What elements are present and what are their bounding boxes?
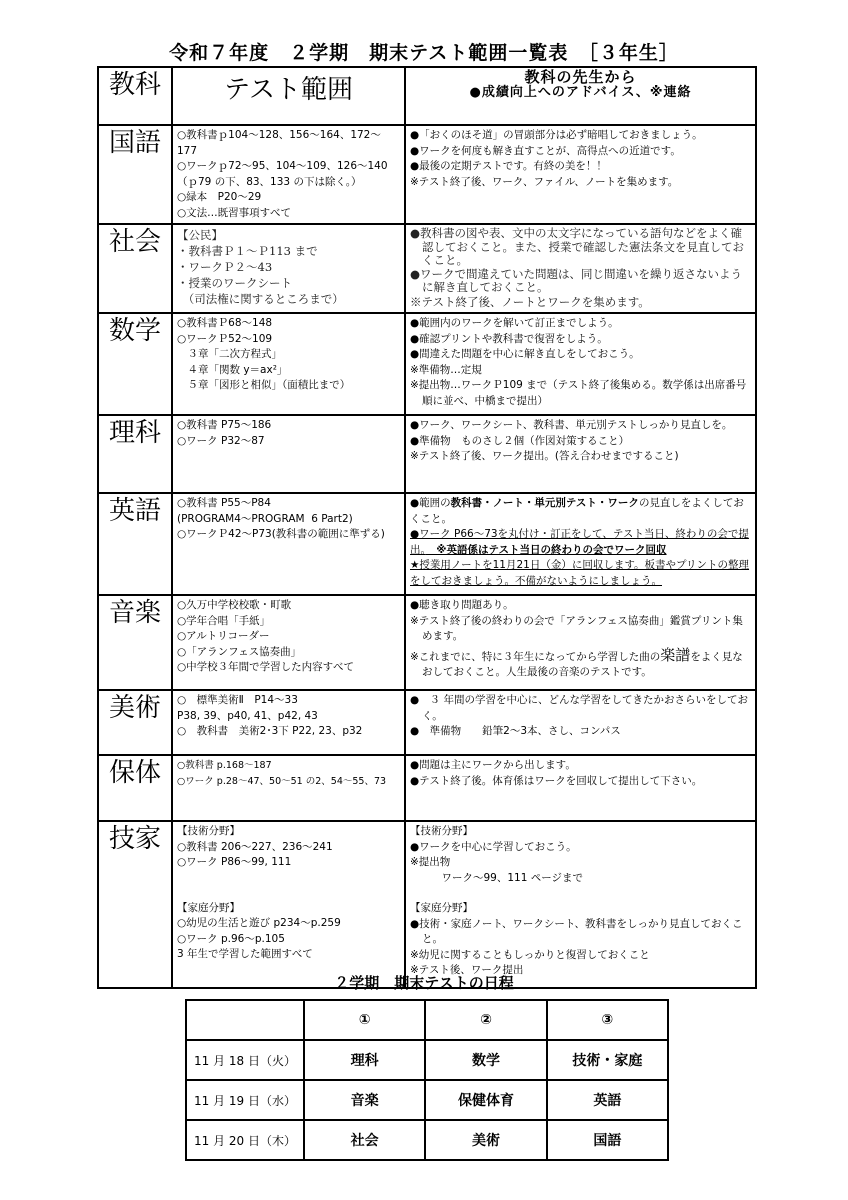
advice-line: ●技術・家庭ノート、ワークシート、教科書をしっかり見直しておくこと。 (410, 917, 743, 945)
page-title: 令和７年度 ２学期 期末テスト範囲一覧表 ［３年生］ (169, 42, 679, 64)
advice-line: ※テスト終了後、ワーク、ファイル、ノートを集めます。 (410, 175, 679, 188)
spacer (177, 886, 400, 901)
advice-line: ●範囲内のワークを解いて訂正までしよう。 (410, 317, 619, 329)
advice-line: ●ワークを何度も解き直すことが、高得点への近道です。 (410, 144, 681, 157)
range-line: ○ワーク p.28～47、50～51 の2、54～55、73 (177, 775, 387, 787)
schedule-table (185, 999, 669, 1161)
advice-text: の見直しをよくしておくこと。 (410, 497, 744, 525)
schedule-subject: 数学 (425, 1040, 546, 1080)
advice-line: ●聴き取り問題あり。 (410, 599, 514, 611)
schedule-subject: 国語 (547, 1120, 668, 1160)
advice-line: ●教科書の図や表、文中の太文字になっている語句などをよく確認しておくこと。また、授業で確認した憲法条文を見直しておくこと。 (410, 226, 744, 267)
advice-cell (405, 313, 756, 415)
range-line: ○アルトリコーダー (177, 630, 270, 642)
advice-line: ●最後の定期テストです。有終の美を！！ (410, 160, 607, 172)
advice-line: 【家庭分野】 (410, 902, 473, 914)
range-cell (172, 755, 405, 821)
range-line: ○ワークＰ42～P73(教科書の範囲に準ずる) (177, 528, 385, 540)
subject-name: 英語 (98, 493, 172, 595)
range-cell (172, 125, 405, 224)
range-line: ○ 教科書 美術2･3下 P22, 23、p32 (177, 725, 363, 737)
range-cell (172, 493, 405, 595)
advice-line: ★授業用ノートを11月21日（金）に回収します。板書やプリントの整理をしておきましょう。不備がないようにしましょう。 (410, 559, 750, 587)
range-line: ・教科書Ｐ１～Ｐ113 まで (177, 244, 318, 258)
advice-line (410, 527, 751, 558)
range-line: ○ワーク P86～99, 111 (177, 856, 292, 868)
range-cell (172, 690, 405, 755)
subject-row-pe (98, 755, 756, 821)
advice-emphasis: 教科書・ノート・単元別テスト・ワーク (450, 497, 639, 509)
subject-name: 音楽 (98, 595, 172, 690)
subject-name: 数学 (98, 313, 172, 415)
schedule-row (186, 1120, 668, 1160)
subject-name: 保体 (98, 755, 172, 821)
advice-line: ※テスト終了後、ワーク提出。(答え合わせまですること) (410, 450, 679, 462)
advice-line: ※提出物 (410, 856, 451, 868)
schedule-subject: 保健体育 (425, 1080, 546, 1120)
advice-line: ●ワーク、ワークシート、教科書、単元別テストしっかり見直しを。 (410, 419, 733, 431)
subject-row-science (98, 415, 756, 493)
range-line: ○教科書 P75～186 (177, 419, 272, 431)
range-line: ５章「図形と相似」（面積比まで） (177, 379, 351, 391)
range-line: ・授業のワークシート (177, 276, 292, 290)
subject-row-music (98, 595, 756, 690)
advice-line: ●確認プリントや教科書で復習をしよう。 (410, 332, 608, 345)
advice-line: ●「おくのほそ道」の冒頭部分は必ず暗唱しておきましょう。 (410, 129, 703, 141)
range-line: 【家庭分野】 (177, 901, 240, 914)
advice-line: ※提出物…ワークＰ109 まで（テスト終了後集める。数学係は出席番号順に並べ、中橋まで提出） (410, 379, 747, 407)
subject-row-math (98, 313, 756, 415)
advice-text: ※これまでに、特に３年生になってから学習した曲の (410, 650, 661, 663)
advice-line: ※テスト後、ワーク提出 (410, 964, 524, 976)
range-line: (PROGRAM4～PROGRAM 6 Part2) (177, 512, 353, 525)
advice-underlined: ●ワーク P66～73を丸付け・訂正をして、テスト当日、終わりの会で提出。 (410, 528, 749, 556)
advice-line: ●間違えた問題を中心に解き直しをしておこう。 (410, 348, 640, 360)
period-2: ② (425, 1000, 546, 1040)
range-line: ○ワークＰ52～109 (177, 332, 273, 345)
range-line: ○中学校３年間で学習した内容すべて (177, 661, 354, 673)
range-line: 【公民】 (177, 228, 223, 242)
range-line: ○ワークｐ72～95、104～109、126～140 (177, 160, 388, 172)
range-line: ○教科書Ｐ68～148 (177, 317, 273, 329)
range-line: ・ワークＰ２～43 (177, 260, 273, 274)
range-line: ○教科書 P55～P84 (177, 497, 271, 509)
advice-cell (405, 415, 756, 493)
advice-line (410, 645, 751, 681)
range-line: ○文法…既習事項すべて (177, 206, 291, 219)
advice-line: ワーク～99、111 ページまで (410, 871, 584, 884)
advice-cell (405, 755, 756, 821)
range-line: 【技術分野】 (177, 825, 240, 837)
range-line: ○学年合唱「手紙」 (177, 614, 271, 627)
subject-name: 理科 (98, 415, 172, 493)
header-advice-title: 教科の先生から (524, 68, 637, 86)
range-line: P38, 39、p40, 41、p42, 43 (177, 709, 318, 722)
advice-emphasis: 楽譜 (660, 645, 691, 664)
subject-name: 国語 (98, 125, 172, 224)
advice-line: ●問題は主にワークから出します。 (410, 759, 576, 771)
range-line: ４章「関数 y＝ax²」 (177, 363, 288, 376)
advice-text: ●範囲の (410, 497, 451, 509)
period-1: ① (304, 1000, 425, 1040)
advice-cell (405, 493, 756, 595)
range-cell (172, 313, 405, 415)
subject-row-tech-home (98, 821, 756, 988)
range-line: ３章「二次方程式」 (177, 348, 282, 360)
schedule-title: ２学期 期末テストの日程 (334, 974, 514, 992)
schedule-subject: 英語 (547, 1080, 668, 1120)
schedule-row (186, 1080, 668, 1120)
schedule-date: 11 月 19 日（水） (186, 1080, 304, 1120)
schedule-subject: 美術 (425, 1120, 546, 1160)
test-range-table (97, 66, 757, 989)
advice-cell (405, 125, 756, 224)
range-line: ○ 標準美術Ⅱ P14～33 (177, 694, 298, 706)
range-cell (172, 224, 405, 313)
schedule-header-row (186, 1000, 668, 1040)
header-advice-subtitle: ●成績向上へのアドバイス、※連絡 (469, 85, 692, 100)
schedule-subject: 社会 (304, 1120, 425, 1160)
schedule-row (186, 1040, 668, 1080)
advice-line (410, 496, 751, 527)
range-cell (172, 415, 405, 493)
advice-line: ● ３ 年間の学習を中心に、どんな学習をしてきたかおさらいをしておく。 (410, 694, 748, 722)
schedule-subject: 理科 (304, 1040, 425, 1080)
range-line: 3 年生で学習した範囲すべて (177, 948, 313, 960)
advice-emphasis: ※英語係はテスト当日の終わりの会でワーク回収 (425, 543, 667, 556)
range-line: ○幼児の生活と遊び p234～p.259 (177, 917, 341, 929)
advice-line: 【技術分野】 (410, 825, 473, 837)
subject-name: 社会 (98, 224, 172, 313)
range-cell (172, 595, 405, 690)
range-line: （司法権に関するところまで） (177, 292, 344, 306)
advice-cell (405, 224, 756, 313)
schedule-corner (186, 1000, 304, 1040)
spacer (177, 871, 400, 886)
advice-line: ※幼児に関することもしっかりと復習しておくこと (410, 948, 650, 961)
range-line: ○ワーク P32～87 (177, 434, 265, 447)
header-subject: 教科 (98, 67, 172, 125)
range-line: ○ワーク p.96～p.105 (177, 932, 285, 945)
subject-name: 技家 (98, 821, 172, 988)
range-line: ○緑本 P20～29 (177, 191, 262, 203)
advice-line: ●テスト終了後。体育係はワークを回収して提出して下さい。 (410, 774, 703, 787)
spacer (410, 886, 751, 901)
advice-line: ※テスト終了後の終わりの会で「アランフェス協奏曲」鑑賞プリント集めます。 (410, 614, 743, 642)
subject-row-english (98, 493, 756, 595)
period-3: ③ (547, 1000, 668, 1040)
header-range: テスト範囲 (172, 67, 405, 125)
subject-name: 美術 (98, 690, 172, 755)
advice-line: ● 準備物 鉛筆2～3本、さし、コンパス (410, 725, 621, 737)
advice-line: ※準備物…定規 (410, 363, 482, 376)
subject-row-japanese (98, 125, 756, 224)
range-line: ○教科書 206～227、236～241 (177, 840, 333, 853)
range-line: ○教科書 p.168～187 (177, 760, 272, 771)
range-line: ○教科書ｐ104～128、156～164、172～177 (177, 129, 381, 157)
schedule-subject: 音楽 (304, 1080, 425, 1120)
advice-line: ●ワークを中心に学習しておこう。 (410, 840, 577, 853)
subject-row-social (98, 224, 756, 313)
schedule-date: 11 月 18 日（火） (186, 1040, 304, 1080)
advice-cell (405, 595, 756, 690)
advice-line: ●ワークで間違えていた問題は、同じ間違いを繰り返さないように解き直しておくこと。 (410, 266, 743, 294)
range-line: ○久万中学校校歌・町歌 (177, 599, 292, 611)
range-line: （ｐ79 の下、83、133 の下は除く。） (177, 175, 362, 188)
subject-row-art (98, 690, 756, 755)
advice-text: をよく見なおしておくこと。人生最後の音楽のテストです。 (422, 650, 743, 678)
range-line: ○「アランフェス協奏曲」 (177, 645, 302, 658)
advice-line: ●準備物 ものさし２個（作図対策すること） (410, 434, 630, 447)
advice-line: ※テスト終了後、ノートとワークを集めます。 (410, 294, 650, 309)
header-row (98, 67, 756, 125)
advice-cell (405, 821, 756, 988)
range-cell (172, 821, 405, 988)
schedule-date: 11 月 20 日（木） (186, 1120, 304, 1160)
advice-cell (405, 690, 756, 755)
schedule-subject: 技術・家庭 (547, 1040, 668, 1080)
header-advice (405, 67, 756, 125)
